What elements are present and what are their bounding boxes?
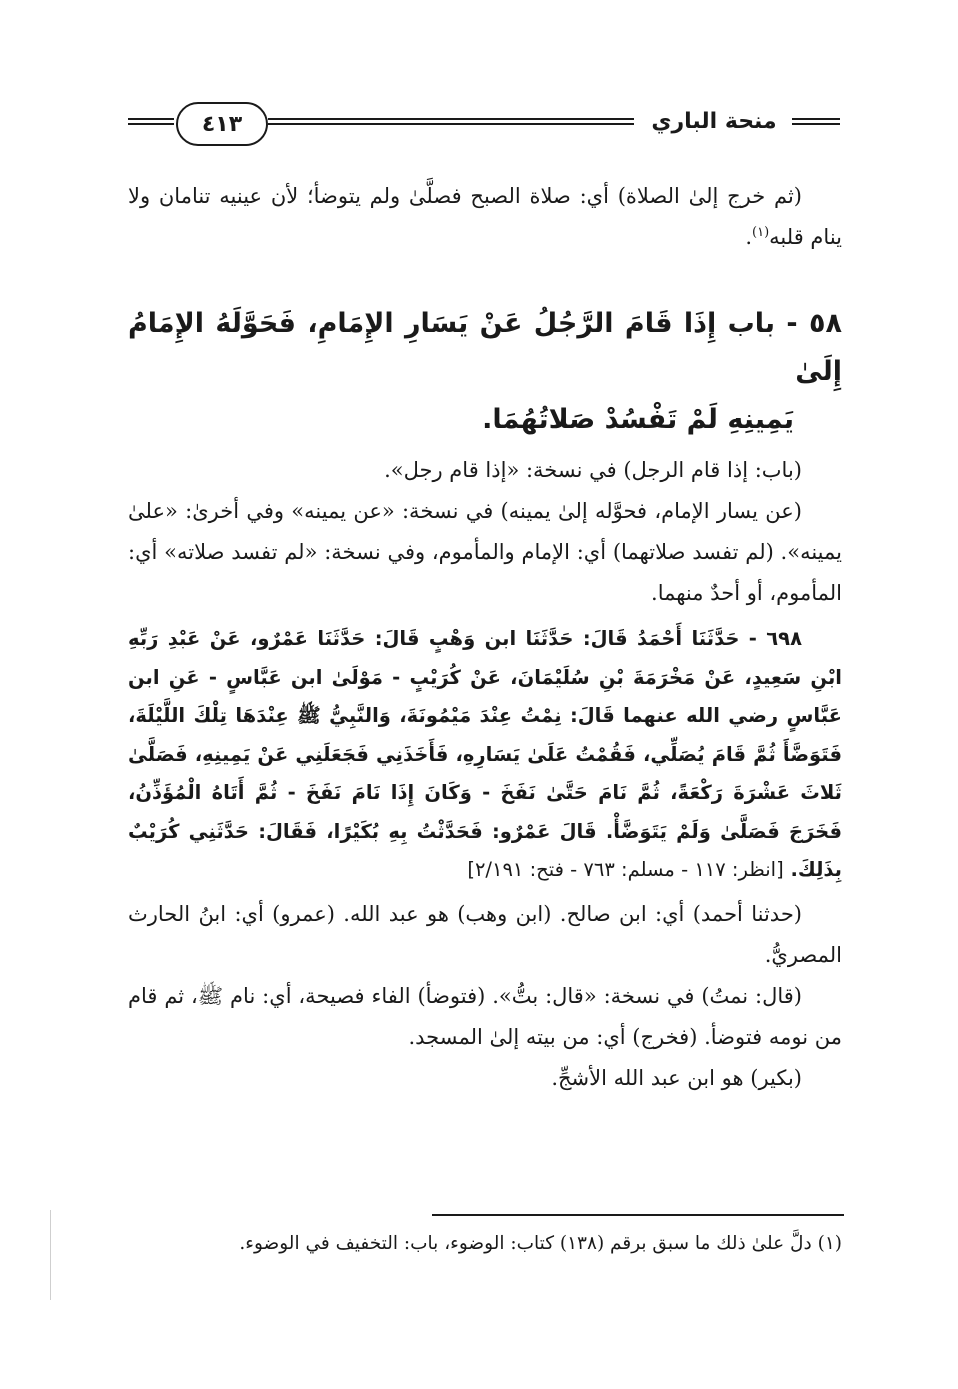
- header-rule-long: [268, 118, 634, 125]
- commentary-paragraph: (حدثنا أحمد) أي: ابن صالح. (ابن وهب) هو عبد الله. (عمرو) أي: ابنُ الحارث المصريُّ.: [128, 901, 842, 967]
- chapter-heading-line-1: ٥٨ - باب إِذَا قَامَ الرَّجُلُ عَنْ يَسَارِ الإِمَامِ، فَحَوَّلَهُ الإِمَامُ إِلَىٰ: [128, 308, 842, 387]
- header-rule-right-short: [792, 118, 840, 125]
- commentary-paragraph: (ثم خرج إلىٰ الصلاة) أي: صلاة الصبح فصلَّىٰ ولم يتوضأ؛ لأن عينيه تنامان ولا ينام قلبه$^{(١)}$.: [128, 184, 842, 249]
- commentary-paragraph: (بكير) هو ابن عبد الله الأشجِّ.: [551, 1065, 802, 1090]
- footnotes: [128, 1226, 842, 1262]
- commentary-paragraph: (باب: إذا قام الرجل) في نسخة: «إذا قام رجل».: [384, 458, 802, 482]
- chapter-heading: [128, 300, 842, 444]
- hadith-text: ٦٩٨ - حَدَّثَنَا أَحْمَدُ قَالَ: حَدَّثَنَا ابن وَهْبٍ قَالَ: حَدَّثَنَا عَمْرٌو، عَنْ عَبْدِ رَبِّهِ ابْنِ سَعِيدٍ، عَنْ مَخْرَمَةَ بْنِ سُلَيْمَانَ، عَنْ كُرَيْبٍ - مَوْلَىٰ ابن عَبَّاسٍ - عَنِ ابن عَبَّاسٍ رضي الله عنهما قَالَ: نِمْتُ عِنْدَ مَيْمُونَةَ، وَالنَّبِيُّ ﷺ عِنْدَهَا تِلْكَ اللَّيْلَةَ، فَتَوَضَّأَ ثُمَّ قَامَ يُصَلِّي، فَقُمْتُ عَلَىٰ يَسَارِهِ، فَأَخَذَنِي فَجَعَلَنِي عَنْ يَمِينِهِ، فَصَلَّىٰ ثَلاثَ عَشْرَةَ رَكْعَةً، ثُمَّ نَامَ حَتَّىٰ نَفَخَ - وَكَانَ إِذَا نَامَ نَفَخَ - ثُمَّ أَتَاهُ الْمُؤَذِّنُ، فَخَرَجَ فَصَلَّىٰ وَلَمْ يَتَوَضَّأْ. قَالَ عَمْرٌو: فَحَدَّثْتُ بِهِ بُكَيْرًا، فَقَالَ: حَدَّثَنِي كُرَيْبٌ بِذَلِكَ. [انظر: ١١٧ - مسلم: ٧٦٣ - فتح: ٢/١٩١]: [128, 627, 842, 881]
- scan-margin-line: [50, 1210, 51, 1300]
- page-number: ٤١٣: [201, 111, 243, 137]
- footnote-marker: (١): [752, 225, 770, 240]
- running-header: [128, 96, 840, 152]
- commentary-paragraph: (عن يسار الإمام، فحوَّله إلىٰ يمينه) في نسخة: «عن يمينه» وفي أخرىٰ: «علىٰ يمينه». (لم تفسد صلاتهما) أي: الإمام والمأموم، وفي نسخة: «لم تفسد صلاته» أي: المأموم، أو أحدٌ منهما.: [128, 499, 842, 605]
- main-text: [128, 176, 842, 1099]
- header-rule-left-short: [128, 118, 174, 125]
- commentary-paragraph: (قال: نمتُ) في نسخة: «قال: بتُّ». (فتوضأ) الفاء فصيحة، أي: نام ﷺ، ثم قام من نومه فتوضأ. (فخرج) أي: من بيته إلىٰ المسجد.: [128, 983, 842, 1049]
- chapter-heading-line-2: يَمِينِهِ لَمْ تَفْسُدْ صَلاتُهُمَا.: [482, 404, 794, 435]
- page-number-badge: [176, 102, 268, 146]
- hadith-reference: [انظر: ١١٧ - مسلم: ٧٦٣ - فتح: ٢/١٩١]: [467, 858, 784, 881]
- book-title: منحة الباري: [651, 109, 777, 134]
- footnote-separator: [432, 1214, 844, 1216]
- footnote-1: (١) دلَّ علىٰ ذلك ما سبق برقم (١٣٨) كتاب: الوضوء، باب: التخفيف في الوضوء.: [239, 1233, 842, 1254]
